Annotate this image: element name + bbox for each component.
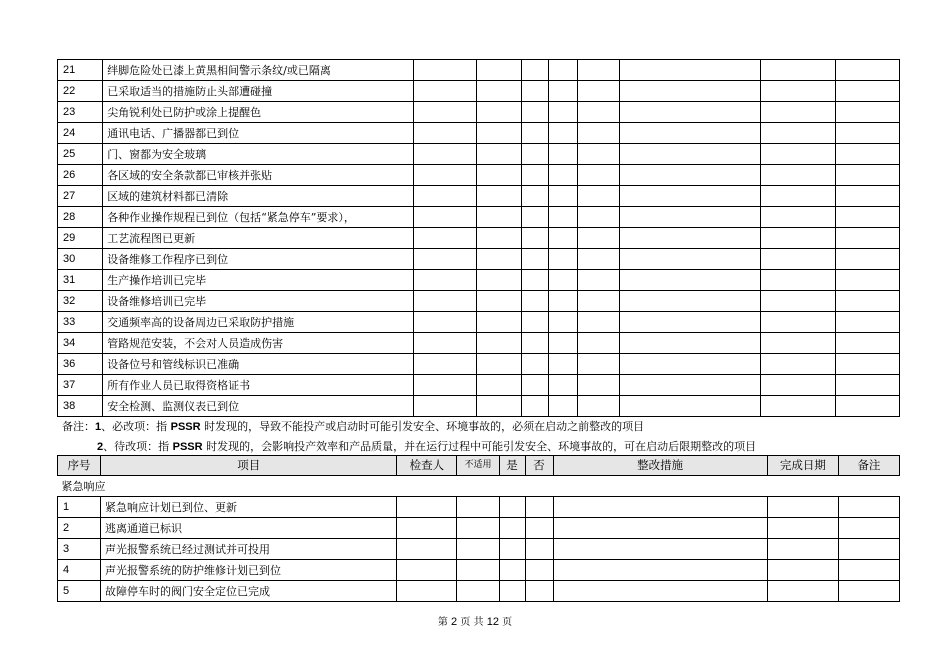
empty-cell[interactable] bbox=[521, 249, 548, 270]
empty-cell[interactable] bbox=[578, 165, 620, 186]
empty-cell[interactable] bbox=[521, 81, 548, 102]
empty-cell[interactable] bbox=[620, 207, 761, 228]
empty-cell[interactable] bbox=[477, 333, 521, 354]
empty-cell[interactable] bbox=[525, 497, 553, 518]
empty-cell[interactable] bbox=[397, 497, 457, 518]
empty-cell[interactable] bbox=[620, 165, 761, 186]
row-item: 设备位号和管线标识已准确 bbox=[103, 354, 414, 375]
row-item: 声光报警系统的防护维修计划已到位 bbox=[101, 560, 397, 581]
empty-cell[interactable] bbox=[835, 144, 899, 165]
empty-cell[interactable] bbox=[521, 312, 548, 333]
row-item: 逃离通道已标识 bbox=[101, 518, 397, 539]
row-number: 36 bbox=[58, 354, 103, 375]
row-number: 28 bbox=[58, 207, 103, 228]
empty-cell[interactable] bbox=[457, 581, 499, 602]
row-item: 紧急响应计划已到位、更新 bbox=[101, 497, 397, 518]
row-item: 设备维修工作程序已到位 bbox=[103, 249, 414, 270]
row-item: 各种作业操作规程已到位（包括“紧急停车”要求）， bbox=[103, 207, 414, 228]
empty-cell[interactable] bbox=[578, 102, 620, 123]
empty-cell[interactable] bbox=[548, 375, 577, 396]
empty-cell[interactable] bbox=[477, 291, 521, 312]
header-completion-date: 完成日期 bbox=[767, 456, 838, 476]
empty-cell[interactable] bbox=[578, 249, 620, 270]
empty-cell[interactable] bbox=[477, 102, 521, 123]
empty-cell[interactable] bbox=[761, 312, 836, 333]
empty-cell[interactable] bbox=[835, 102, 899, 123]
table-row bbox=[58, 560, 900, 581]
row-item: 门、窗都为安全玻璃 bbox=[103, 144, 414, 165]
empty-cell[interactable] bbox=[578, 207, 620, 228]
row-number: 26 bbox=[58, 165, 103, 186]
empty-cell[interactable] bbox=[620, 270, 761, 291]
empty-cell[interactable] bbox=[525, 518, 553, 539]
empty-cell[interactable] bbox=[548, 102, 577, 123]
table-row bbox=[58, 354, 900, 375]
empty-cell[interactable] bbox=[548, 249, 577, 270]
empty-cell[interactable] bbox=[838, 560, 899, 581]
empty-cell[interactable] bbox=[548, 186, 577, 207]
row-item: 设备维修培训已完毕 bbox=[103, 291, 414, 312]
empty-cell[interactable] bbox=[620, 144, 761, 165]
empty-cell[interactable] bbox=[414, 354, 477, 375]
empty-cell[interactable] bbox=[835, 354, 899, 375]
table-row bbox=[58, 539, 900, 560]
empty-cell[interactable] bbox=[521, 186, 548, 207]
note-pending: 2、待改项：指 PSSR 时发现的，会影响投产效率和产品质量，并在运行过程中可能引发安全、环境事故的，可在启动后限期整改的项目 bbox=[97, 440, 757, 453]
empty-cell[interactable] bbox=[499, 581, 525, 602]
empty-cell[interactable] bbox=[521, 228, 548, 249]
empty-cell[interactable] bbox=[414, 228, 477, 249]
row-item: 生产操作培训已完毕 bbox=[103, 270, 414, 291]
empty-cell[interactable] bbox=[477, 354, 521, 375]
empty-cell[interactable] bbox=[835, 333, 899, 354]
empty-cell[interactable] bbox=[578, 375, 620, 396]
empty-cell[interactable] bbox=[838, 539, 899, 560]
row-number: 5 bbox=[58, 581, 101, 602]
empty-cell[interactable] bbox=[457, 518, 499, 539]
empty-cell[interactable] bbox=[620, 102, 761, 123]
empty-cell[interactable] bbox=[457, 560, 499, 581]
empty-cell[interactable] bbox=[477, 270, 521, 291]
empty-cell[interactable] bbox=[477, 375, 521, 396]
empty-cell[interactable] bbox=[761, 186, 836, 207]
empty-cell[interactable] bbox=[397, 581, 457, 602]
empty-cell[interactable] bbox=[761, 207, 836, 228]
empty-cell[interactable] bbox=[620, 354, 761, 375]
empty-cell[interactable] bbox=[548, 165, 577, 186]
empty-cell[interactable] bbox=[521, 291, 548, 312]
empty-cell[interactable] bbox=[767, 518, 838, 539]
empty-cell[interactable] bbox=[521, 144, 548, 165]
empty-cell[interactable] bbox=[414, 81, 477, 102]
empty-cell[interactable] bbox=[553, 518, 767, 539]
empty-cell[interactable] bbox=[767, 560, 838, 581]
table-row bbox=[58, 102, 900, 123]
empty-cell[interactable] bbox=[620, 123, 761, 144]
empty-cell[interactable] bbox=[414, 291, 477, 312]
empty-cell[interactable] bbox=[761, 396, 836, 417]
empty-cell[interactable] bbox=[548, 312, 577, 333]
empty-cell[interactable] bbox=[521, 333, 548, 354]
empty-cell[interactable] bbox=[397, 518, 457, 539]
empty-cell[interactable] bbox=[620, 333, 761, 354]
note-mandatory: 备注：1、必改项：指 PSSR 时发现的，导致不能投产或启动时可能引发安全、环境事故的，必须在启动之前整改的项目 bbox=[62, 420, 645, 433]
row-number: 23 bbox=[58, 102, 103, 123]
header-yes: 是 bbox=[499, 456, 525, 476]
header-measures: 整改措施 bbox=[553, 456, 767, 476]
empty-cell[interactable] bbox=[414, 207, 477, 228]
table-row bbox=[58, 333, 900, 354]
row-number: 32 bbox=[58, 291, 103, 312]
row-item: 工艺流程图已更新 bbox=[103, 228, 414, 249]
empty-cell[interactable] bbox=[620, 60, 761, 81]
row-item: 交通频率高的设备周边已采取防护措施 bbox=[103, 312, 414, 333]
table-row bbox=[58, 60, 900, 81]
header-not-applicable: 不适用 bbox=[457, 456, 499, 476]
empty-cell[interactable] bbox=[761, 375, 836, 396]
checklist-rows bbox=[58, 60, 900, 417]
table-row bbox=[58, 123, 900, 144]
table-row bbox=[58, 144, 900, 165]
empty-cell[interactable] bbox=[548, 396, 577, 417]
header-no-answer: 否 bbox=[525, 456, 553, 476]
empty-cell[interactable] bbox=[414, 186, 477, 207]
empty-cell[interactable] bbox=[835, 123, 899, 144]
empty-cell[interactable] bbox=[521, 102, 548, 123]
empty-cell[interactable] bbox=[835, 81, 899, 102]
table-row bbox=[58, 396, 900, 417]
empty-cell[interactable] bbox=[521, 354, 548, 375]
empty-cell[interactable] bbox=[620, 375, 761, 396]
empty-cell[interactable] bbox=[477, 207, 521, 228]
empty-cell[interactable] bbox=[521, 396, 548, 417]
empty-cell[interactable] bbox=[761, 81, 836, 102]
empty-cell[interactable] bbox=[578, 270, 620, 291]
empty-cell[interactable] bbox=[414, 333, 477, 354]
empty-cell[interactable] bbox=[521, 375, 548, 396]
empty-cell[interactable] bbox=[835, 312, 899, 333]
empty-cell[interactable] bbox=[578, 333, 620, 354]
empty-cell[interactable] bbox=[578, 60, 620, 81]
row-number: 33 bbox=[58, 312, 103, 333]
empty-cell[interactable] bbox=[553, 581, 767, 602]
row-item: 尖角锐利处已防护或涂上提醒色 bbox=[103, 102, 414, 123]
empty-cell[interactable] bbox=[620, 312, 761, 333]
empty-cell[interactable] bbox=[761, 270, 836, 291]
empty-cell[interactable] bbox=[457, 539, 499, 560]
empty-cell[interactable] bbox=[477, 249, 521, 270]
empty-cell[interactable] bbox=[761, 291, 836, 312]
table-row bbox=[58, 81, 900, 102]
empty-cell[interactable] bbox=[578, 312, 620, 333]
empty-cell[interactable] bbox=[620, 291, 761, 312]
empty-cell[interactable] bbox=[835, 375, 899, 396]
empty-cell[interactable] bbox=[578, 81, 620, 102]
empty-cell[interactable] bbox=[548, 81, 577, 102]
empty-cell[interactable] bbox=[477, 144, 521, 165]
empty-cell[interactable] bbox=[499, 497, 525, 518]
empty-cell[interactable] bbox=[835, 270, 899, 291]
empty-cell[interactable] bbox=[397, 560, 457, 581]
empty-cell[interactable] bbox=[477, 123, 521, 144]
empty-cell[interactable] bbox=[578, 123, 620, 144]
empty-cell[interactable] bbox=[414, 375, 477, 396]
table-row bbox=[58, 165, 900, 186]
empty-cell[interactable] bbox=[414, 123, 477, 144]
empty-cell[interactable] bbox=[548, 333, 577, 354]
empty-cell[interactable] bbox=[578, 354, 620, 375]
empty-cell[interactable] bbox=[578, 144, 620, 165]
empty-cell[interactable] bbox=[620, 81, 761, 102]
section-title: 紧急响应 bbox=[58, 476, 900, 497]
empty-cell[interactable] bbox=[477, 81, 521, 102]
table-row bbox=[58, 291, 900, 312]
row-item: 安全检测、监测仪表已到位 bbox=[103, 396, 414, 417]
empty-cell[interactable] bbox=[835, 291, 899, 312]
empty-cell[interactable] bbox=[761, 228, 836, 249]
row-number: 37 bbox=[58, 375, 103, 396]
empty-cell[interactable] bbox=[835, 228, 899, 249]
empty-cell[interactable] bbox=[477, 396, 521, 417]
row-number: 3 bbox=[58, 539, 101, 560]
checklist-table-continued bbox=[57, 59, 900, 417]
empty-cell[interactable] bbox=[835, 165, 899, 186]
empty-cell[interactable] bbox=[548, 270, 577, 291]
empty-cell[interactable] bbox=[499, 539, 525, 560]
empty-cell[interactable] bbox=[414, 60, 477, 81]
row-number: 21 bbox=[58, 60, 103, 81]
table-row bbox=[58, 581, 900, 602]
emergency-response-table bbox=[57, 455, 900, 602]
row-item: 管路规范安装，不会对人员造成伤害 bbox=[103, 333, 414, 354]
empty-cell[interactable] bbox=[525, 560, 553, 581]
empty-cell[interactable] bbox=[521, 165, 548, 186]
table-row bbox=[58, 518, 900, 539]
empty-cell[interactable] bbox=[414, 270, 477, 291]
table-row bbox=[58, 249, 900, 270]
empty-cell[interactable] bbox=[553, 539, 767, 560]
empty-cell[interactable] bbox=[761, 354, 836, 375]
empty-cell[interactable] bbox=[578, 396, 620, 417]
empty-cell[interactable] bbox=[477, 165, 521, 186]
row-item: 区域的建筑材料都已清除 bbox=[103, 186, 414, 207]
table-row bbox=[58, 375, 900, 396]
empty-cell[interactable] bbox=[835, 60, 899, 81]
table-row bbox=[58, 207, 900, 228]
empty-cell[interactable] bbox=[838, 497, 899, 518]
empty-cell[interactable] bbox=[477, 186, 521, 207]
empty-cell[interactable] bbox=[761, 144, 836, 165]
empty-cell[interactable] bbox=[457, 497, 499, 518]
empty-cell[interactable] bbox=[761, 249, 836, 270]
empty-cell[interactable] bbox=[525, 581, 553, 602]
row-number: 22 bbox=[58, 81, 103, 102]
empty-cell[interactable] bbox=[414, 249, 477, 270]
empty-cell[interactable] bbox=[620, 396, 761, 417]
empty-cell[interactable] bbox=[620, 228, 761, 249]
empty-cell[interactable] bbox=[761, 60, 836, 81]
header-no: 序号 bbox=[58, 456, 101, 476]
empty-cell[interactable] bbox=[414, 396, 477, 417]
empty-cell[interactable] bbox=[548, 207, 577, 228]
empty-cell[interactable] bbox=[761, 123, 836, 144]
empty-cell[interactable] bbox=[414, 165, 477, 186]
empty-cell[interactable] bbox=[548, 144, 577, 165]
row-number: 27 bbox=[58, 186, 103, 207]
empty-cell[interactable] bbox=[767, 581, 838, 602]
empty-cell[interactable] bbox=[521, 270, 548, 291]
row-item: 故障停车时的阀门安全定位已完成 bbox=[101, 581, 397, 602]
empty-cell[interactable] bbox=[838, 581, 899, 602]
empty-cell[interactable] bbox=[477, 312, 521, 333]
empty-cell[interactable] bbox=[761, 102, 836, 123]
empty-cell[interactable] bbox=[548, 228, 577, 249]
row-item: 绊脚危险处已漆上黄黑相间警示条纹/或已隔离 bbox=[103, 60, 414, 81]
empty-cell[interactable] bbox=[620, 186, 761, 207]
table-row bbox=[58, 497, 900, 518]
empty-cell[interactable] bbox=[499, 560, 525, 581]
empty-cell[interactable] bbox=[578, 228, 620, 249]
row-item: 已采取适当的措施防止头部遭碰撞 bbox=[103, 81, 414, 102]
row-number: 30 bbox=[58, 249, 103, 270]
row-number: 29 bbox=[58, 228, 103, 249]
empty-cell[interactable] bbox=[620, 249, 761, 270]
row-number: 34 bbox=[58, 333, 103, 354]
table-row bbox=[58, 186, 900, 207]
row-item: 声光报警系统已经过测试并可投用 bbox=[101, 539, 397, 560]
empty-cell[interactable] bbox=[548, 60, 577, 81]
empty-cell[interactable] bbox=[397, 539, 457, 560]
empty-cell[interactable] bbox=[835, 396, 899, 417]
empty-cell[interactable] bbox=[521, 60, 548, 81]
row-number: 38 bbox=[58, 396, 103, 417]
row-item: 所有作业人员已取得资格证书 bbox=[103, 375, 414, 396]
header-inspector: 检查人 bbox=[397, 456, 457, 476]
row-number: 1 bbox=[58, 497, 101, 518]
empty-cell[interactable] bbox=[414, 144, 477, 165]
page-footer: 第 2 页 共 12 页 bbox=[437, 616, 513, 628]
row-number: 4 bbox=[58, 560, 101, 581]
empty-cell[interactable] bbox=[578, 291, 620, 312]
row-number: 31 bbox=[58, 270, 103, 291]
table-header-row bbox=[58, 456, 900, 476]
empty-cell[interactable] bbox=[521, 207, 548, 228]
empty-cell[interactable] bbox=[548, 291, 577, 312]
empty-cell[interactable] bbox=[553, 560, 767, 581]
empty-cell[interactable] bbox=[767, 497, 838, 518]
empty-cell[interactable] bbox=[414, 102, 477, 123]
empty-cell[interactable] bbox=[499, 518, 525, 539]
empty-cell[interactable] bbox=[835, 207, 899, 228]
empty-cell[interactable] bbox=[767, 539, 838, 560]
empty-cell[interactable] bbox=[578, 186, 620, 207]
header-item: 项目 bbox=[101, 456, 397, 476]
table-row bbox=[58, 270, 900, 291]
empty-cell[interactable] bbox=[548, 354, 577, 375]
row-item: 各区域的安全条款都已审核并张贴 bbox=[103, 165, 414, 186]
table-row bbox=[58, 228, 900, 249]
row-number: 2 bbox=[58, 518, 101, 539]
row-number: 25 bbox=[58, 144, 103, 165]
table-row bbox=[58, 312, 900, 333]
empty-cell[interactable] bbox=[761, 165, 836, 186]
row-number: 24 bbox=[58, 123, 103, 144]
empty-cell[interactable] bbox=[521, 123, 548, 144]
empty-cell[interactable] bbox=[761, 333, 836, 354]
empty-cell[interactable] bbox=[548, 123, 577, 144]
empty-cell[interactable] bbox=[835, 249, 899, 270]
empty-cell[interactable] bbox=[477, 60, 521, 81]
empty-cell[interactable] bbox=[553, 497, 767, 518]
row-item: 通讯电话、广播器都已到位 bbox=[103, 123, 414, 144]
header-remarks: 备注 bbox=[838, 456, 899, 476]
empty-cell[interactable] bbox=[477, 228, 521, 249]
empty-cell[interactable] bbox=[838, 518, 899, 539]
empty-cell[interactable] bbox=[835, 186, 899, 207]
empty-cell[interactable] bbox=[525, 539, 553, 560]
section-row bbox=[58, 476, 900, 497]
empty-cell[interactable] bbox=[414, 312, 477, 333]
